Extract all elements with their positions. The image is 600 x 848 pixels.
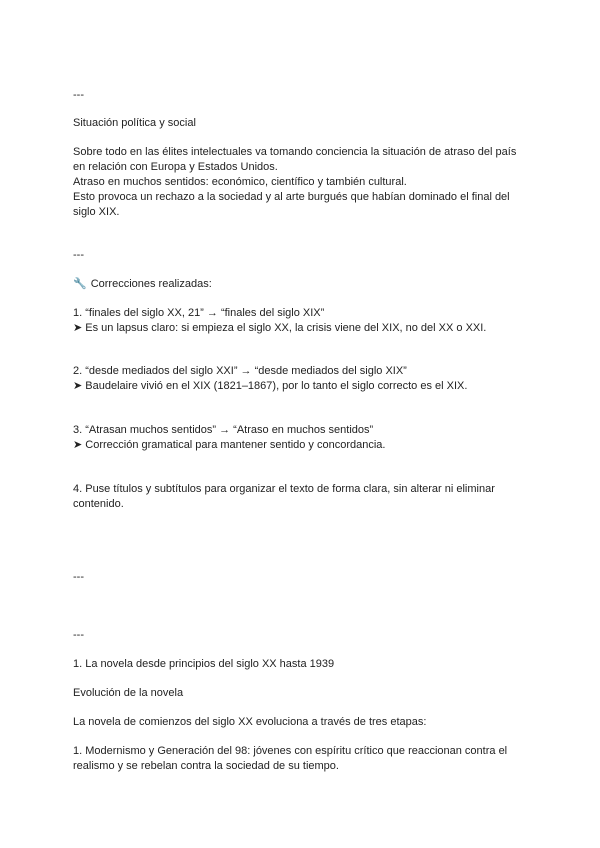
separator: --- <box>73 249 84 261</box>
paragraph-line: Esto provoca un rechazo a la sociedad y al arte burgués que habían dominado el final del <box>73 191 510 203</box>
paragraph-line: Sobre todo en las élites intelectuales va tomando conciencia la situación de atraso del país <box>73 146 517 158</box>
correction-item-4: 4. Puse títulos y subtítulos para organizar el texto de forma clara, sin alterar ni eliminar <box>73 483 495 495</box>
paragraph-line: La novela de comienzos del siglo XX evoluciona a través de tres etapas: <box>73 716 427 728</box>
separator: --- <box>73 571 84 583</box>
wrench-icon: 🔧 <box>73 278 87 290</box>
section-title: Situación política y social <box>73 117 196 129</box>
paragraph-line: en relación con Europa y Estados Unidos. <box>73 161 278 173</box>
correction-note-2: ➤ Baudelaire vivió en el XIX (1821–1867), por lo tanto el siglo correcto es el XIX. <box>73 380 468 392</box>
correction-item-1: 1. “finales del siglo XX, 21” → “finales del siglo XIX” <box>73 307 325 319</box>
correction-item-3: 3. “Atrasan muchos sentidos” → “Atraso en muchos sentidos” <box>73 424 374 436</box>
paragraph-line: Atraso en muchos sentidos: económico, científico y también cultural. <box>73 176 407 188</box>
list-item: 1. Modernismo y Generación del 98: jóvenes con espíritu crítico que reaccionan contra el <box>73 745 508 757</box>
correction-item-4-cont: contenido. <box>73 498 124 510</box>
corrections-title: Correcciones realizadas: <box>90 278 212 290</box>
correction-note-3: ➤ Corrección gramatical para mantener sentido y concordancia. <box>73 439 386 451</box>
section-subheading: Evolución de la novela <box>73 687 184 699</box>
separator: --- <box>73 89 84 101</box>
correction-note-1: ➤ Es un lapsus claro: si empieza el siglo XX, la crisis viene del XIX, no del XX o XXI. <box>73 322 487 334</box>
separator: --- <box>73 629 84 641</box>
corrections-title-row <box>73 277 543 292</box>
paragraph-line: siglo XIX. <box>73 206 120 218</box>
section-heading: 1. La novela desde principios del siglo XX hasta 1939 <box>73 658 335 670</box>
list-item-cont: realismo y se rebelan contra la sociedad de su tiempo. <box>73 760 339 772</box>
correction-item-2: 2. “desde mediados del siglo XXI” → “desde mediados del siglo XIX” <box>73 365 407 377</box>
